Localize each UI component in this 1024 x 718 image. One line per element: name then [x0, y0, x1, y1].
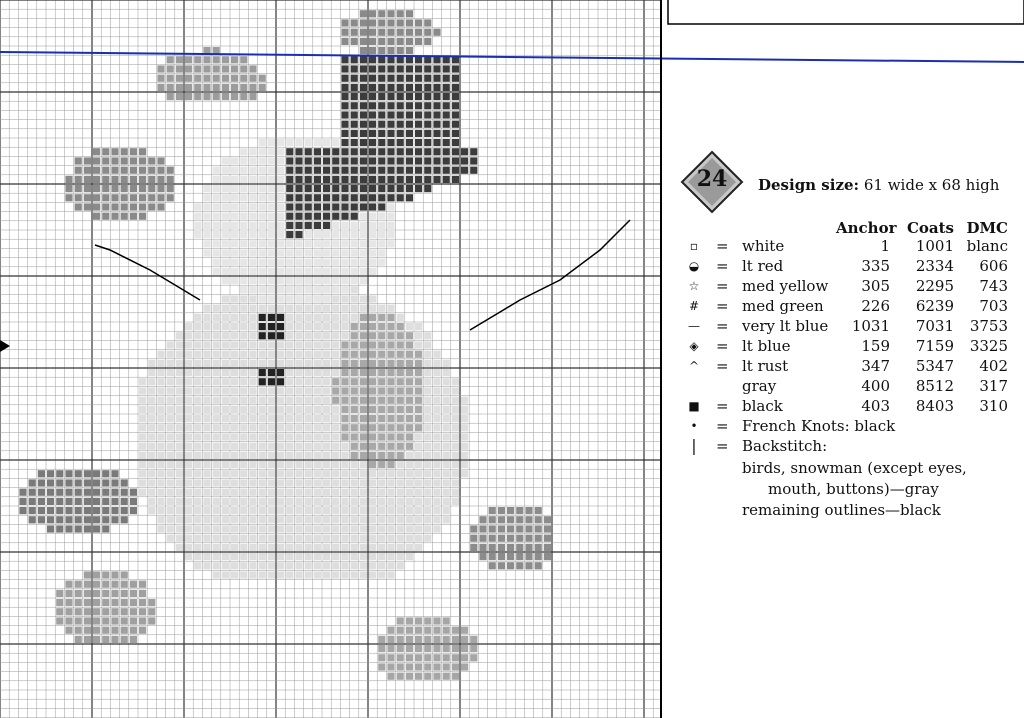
chart-center-line: [0, 52, 1024, 62]
color-name: white: [742, 237, 785, 255]
backstitch-line-3: remaining outlines—black: [742, 501, 941, 519]
anchor-number: 400: [861, 377, 890, 395]
dmc-number: 743: [979, 277, 1008, 295]
coats-number: 6239: [915, 297, 954, 315]
stitch-symbol-icon: ◈: [689, 339, 699, 353]
dmc-number: 317: [979, 377, 1008, 395]
dmc-number: 703: [979, 297, 1008, 315]
anchor-number: 1031: [851, 317, 890, 335]
dmc-number: 310: [979, 397, 1008, 415]
color-name: black: [742, 397, 783, 415]
french-knots-label: French Knots:: [742, 417, 850, 435]
french-knot-symbol-icon: •: [690, 419, 698, 433]
coats-number: 8403: [915, 397, 954, 415]
header-dmc: DMC: [966, 219, 1008, 237]
anchor-number: 347: [861, 357, 890, 375]
header-anchor: Anchor: [836, 219, 897, 237]
dmc-number: 402: [979, 357, 1008, 375]
stitch-symbol-icon: ▫: [689, 239, 699, 253]
color-name: very lt blue: [742, 317, 829, 335]
backstitch-symbol-icon: |: [691, 436, 697, 455]
anchor-number: 1: [880, 237, 890, 255]
anchor-number: 335: [861, 257, 890, 275]
design-size-value: 61 wide x 68 high: [863, 176, 1000, 194]
backstitch-line-1: birds, snowman (except eyes,: [742, 459, 967, 477]
coats-number: 2334: [915, 257, 954, 275]
stitch-symbol-icon: ■: [688, 399, 700, 413]
color-name: lt rust: [742, 357, 789, 375]
header-coats: Coats: [906, 219, 954, 237]
stitch-symbol-icon: —: [688, 319, 700, 333]
anchor-number: 159: [861, 337, 890, 355]
anchor-number: 226: [861, 297, 890, 315]
design-size: [758, 176, 999, 194]
backstitch-line-2: mouth, buttons)—gray: [768, 480, 939, 498]
coats-number: 5347: [915, 357, 954, 375]
design-size-label: Design size:: [758, 176, 860, 194]
center-arrow-marker: [0, 340, 10, 352]
dmc-number: 3753: [969, 317, 1008, 335]
color-name: lt red: [742, 257, 784, 275]
stitch-symbol-icon: ^: [688, 359, 700, 373]
coats-number: 1001: [915, 237, 954, 255]
stitch-symbol-icon: ☆: [688, 279, 700, 293]
color-name: med green: [742, 297, 824, 315]
coats-number: 7159: [915, 337, 954, 355]
coats-number: 7031: [915, 317, 954, 335]
coats-number: 8512: [915, 377, 954, 395]
dmc-number: 606: [979, 257, 1008, 275]
color-name: gray: [742, 377, 777, 395]
color-name: med yellow: [742, 277, 829, 295]
french-knots-color: black: [854, 417, 896, 435]
dmc-number: blanc: [966, 237, 1008, 255]
backstitch-label: Backstitch:: [742, 437, 828, 455]
dmc-number: 3325: [969, 337, 1008, 355]
anchor-number: 403: [861, 397, 890, 415]
top-right-chart-fragment: [668, 0, 1024, 24]
stitch-symbol-icon: ◒: [688, 259, 700, 273]
color-name: lt blue: [742, 337, 791, 355]
coats-number: 2295: [915, 277, 954, 295]
anchor-number: 305: [861, 277, 890, 295]
stitch-symbol-icon: #: [688, 299, 700, 313]
chart-number: 24: [696, 166, 728, 192]
